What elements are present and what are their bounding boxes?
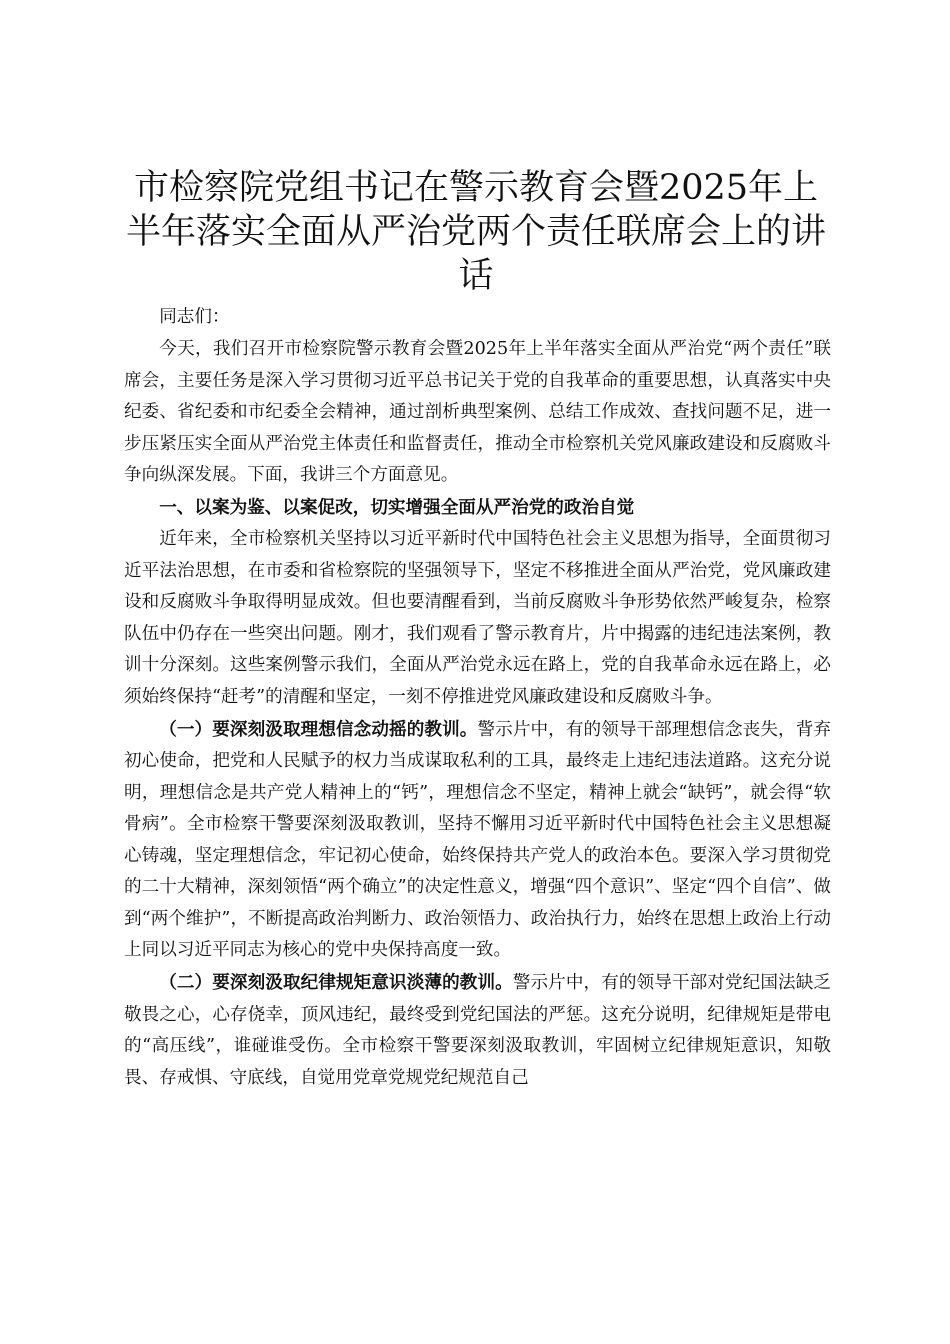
document-title: 市检察院党组书记在警示教育会暨2025年上半年落实全面从严治党两个责任联席会上的讲话 [125,168,826,296]
subsection-2-paragraph [124,967,831,1094]
subsection-1-lead: （一）要深刻汲取理想信念动摇的教训。 [159,718,478,740]
document-body [124,302,831,1094]
intro-paragraph: 今天，我们召开市检察院警示教育会暨2025年上半年落实全面从严治党“两个责任”联席会，主要任务是深入学习贯彻习近平总书记关于党的自我革命的重要思想，认真落实中央纪委、省纪委和市纪委全会精神，通过剖析典型案例、总结工作成效、查找问题不足，进一步压紧压实全面从严治党主体责任和监督责任，推动全市检察机关党风廉政建设和反腐败斗争向纵深发展。下面，我讲三个方面意见。 [124,339,831,485]
subsection-2-lead: （二）要深刻汲取纪律规矩意识淡薄的教训。 [159,972,513,993]
salutation: 同志们： [159,307,230,327]
subsection-1-text: 警示片中，有的领导干部理想信念丧失，背弃初心使命，把党和人民赋予的权力当成谋取私利的工具，最终走上违纪违法道路。这充分说明，理想信念是共产党人精神上的“钙”，理想信念不坚定，精神上就会“缺钙”，就会得“软骨病”。全市检察干警要深刻汲取教训，坚持不懈用习近平新时代中国特色社会主义思想凝心铸魂，坚定理想信念，牢记初心使命，始终保持共产党人的政治本色。要深入学习贯彻党的二十大精神，深刻领悟“两个确立”的决定性意义，增强“四个意识”、坚定“四个自信”、做到“两个维护”，不断提高政治判断力、政治领悟力、政治执行力，始终在思想上政治上行动上同以习近平同志为核心的党中央保持高度一致。 [124,719,831,960]
section-1-heading: 一、以案为鉴、以案促改，切实增强全面从严治党的政治自觉 [159,497,635,518]
subsection-1-paragraph [124,714,831,967]
section-1-paragraph: 近年来，全市检察机关坚持以习近平新时代中国特色社会主义思想为指导，全面贯彻习近平法治思想，在市委和省检察院的坚强领导下，坚定不移推进全面从严治党，党风廉政建设和反腐败斗争取得明显成效。但也要清醒看到，当前反腐败斗争形势依然严峻复杂，检察队伍中仍存在一些突出问题。刚才，我们观看了警示教育片，片中揭露的违纪违法案例，教训十分深刻。这些案例警示我们，全面从严治党永远在路上，党的自我革命永远在路上，必须始终保持“赶考”的清醒和坚定，一刻不停推进党风廉政建设和反腐败斗争。 [124,529,831,707]
subsection-2-text: 警示片中，有的领导干部对党纪国法缺乏敬畏之心，心存侥幸，顶风违纪，最终受到党纪国法的严惩。这充分说明，纪律规矩是带电的“高压线”，谁碰谁受伤。全市检察干警要深刻汲取教训，牢固树立纪律规矩意识，知敬畏、存戒惧、守底线，自觉用党章党规党纪规范自己 [124,973,831,1088]
